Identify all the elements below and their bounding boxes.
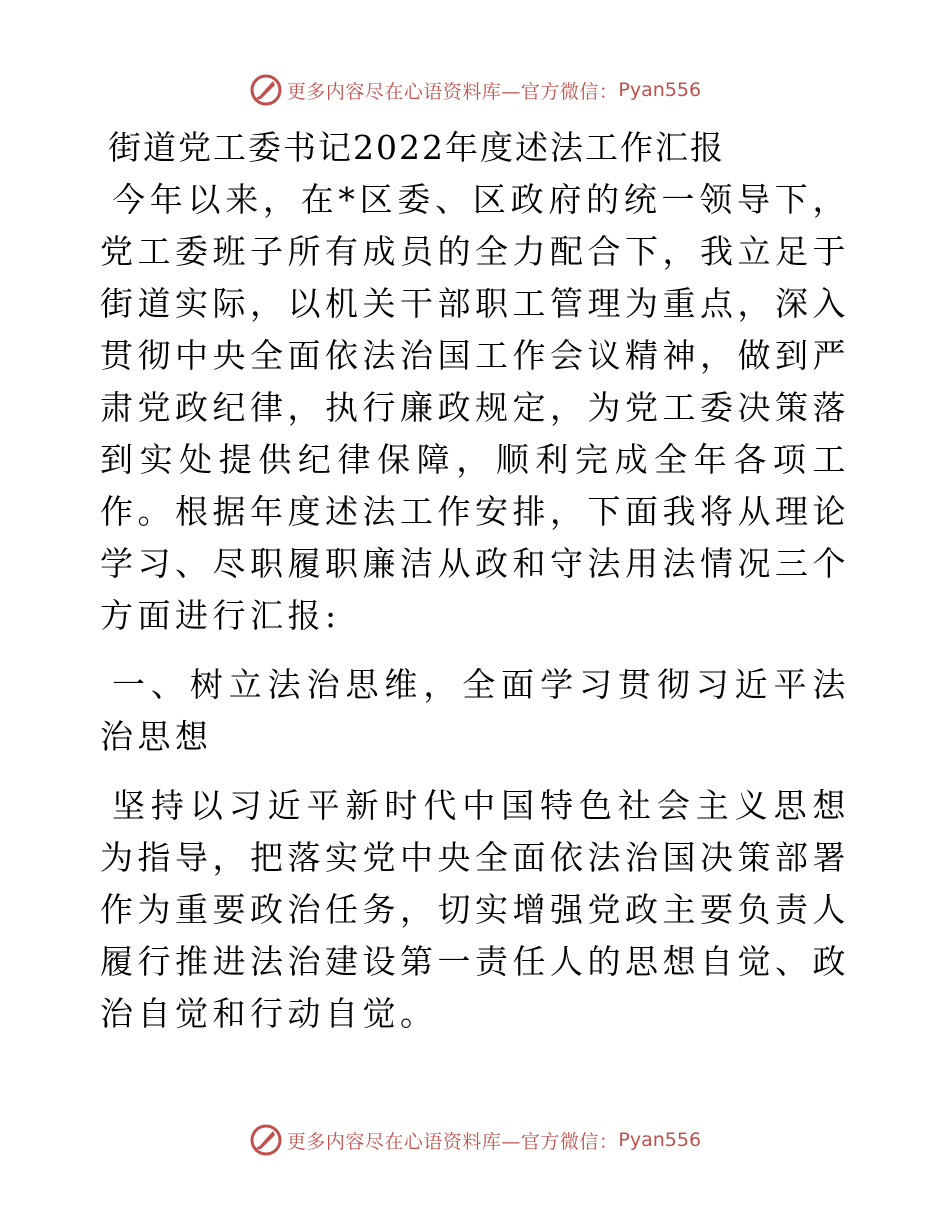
intro-paragraph: 今年以来，在*区委、区政府的统一领导下，党工委班子所有成员的全力配合下，我立足于街道实际，以机关干部职工管理为重点，深入贯彻中央全面依法治国工作会议精神，做到严肃党政纪律，执行廉政规定，为党工委决策落到实处提供纪律保障，顺利完成全年各项工作。根据年度述法工作安排，下面我将从理论学习、尽职履职廉洁从政和守法用法情况三个方面进行汇报: <box>100 180 850 635</box>
watermark-wechat-id: Pyan556 <box>618 1129 702 1151</box>
section-heading-1: 一、树立法治思维，全面学习贯彻习近平法治思想 <box>100 665 850 756</box>
header-watermark <box>0 70 950 110</box>
feather-pen-logo-icon <box>249 73 283 107</box>
feather-pen-logo-icon <box>249 1123 283 1157</box>
watermark-text: 更多内容尽在心语资料库—官方微信： <box>286 80 619 103</box>
watermark-text: 更多内容尽在心语资料库—官方微信： <box>286 1130 619 1153</box>
section-1-paragraph: 坚持以习近平新时代中国特色社会主义思想为指导，把落实党中央全面依法治国决策部署作为重要政治任务，切实增强党政主要负责人履行推进法治建设第一责任人的思想自觉、政治自觉和行动自觉。 <box>100 786 850 1033</box>
footer-watermark <box>0 1120 950 1160</box>
document-body <box>100 174 850 1057</box>
watermark-wechat-id: Pyan556 <box>618 79 702 101</box>
document-title: 街道党工委书记2022年度述法工作汇报 <box>108 128 725 167</box>
